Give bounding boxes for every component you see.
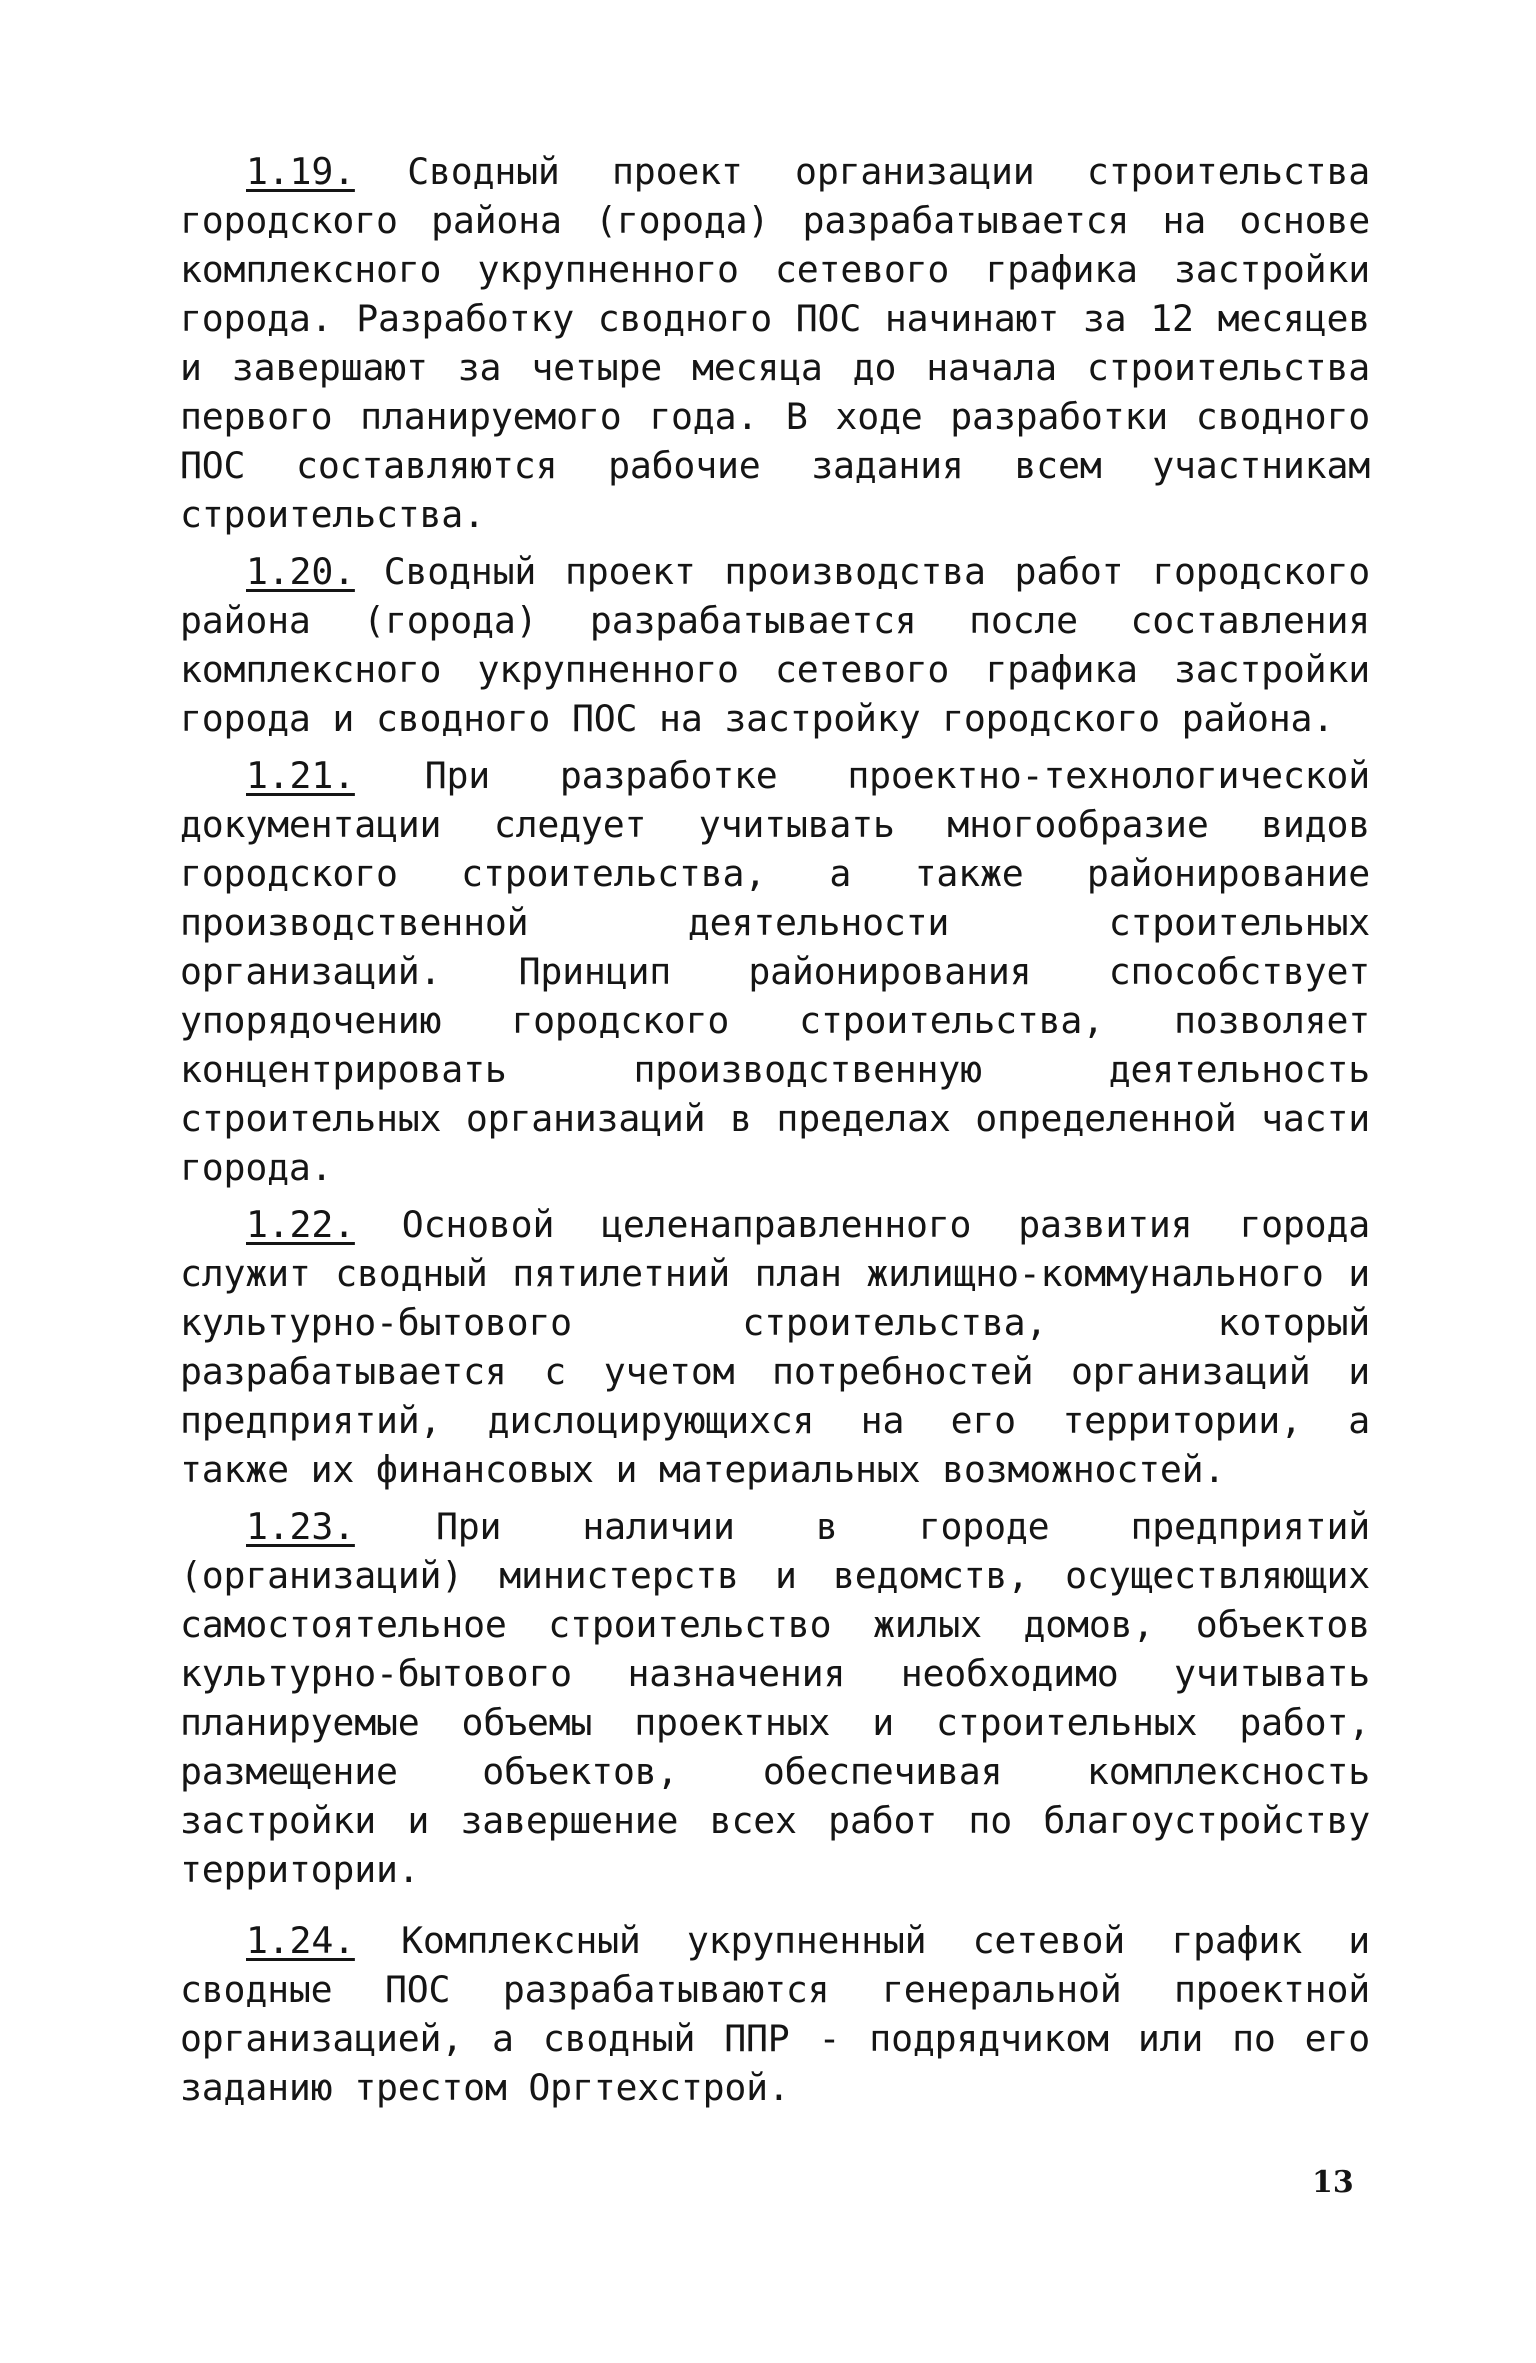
paragraph-text: При наличии в городе предприятий (организаций) министерств и ведомств, осуществляющих самостоятельное строительство жилых домов, объектов культурно-бытового назначения необходимо учитывать планируемые объемы проектных и строительных работ, размещение объектов, обеспечивая комплексность застройки и завершение всех работ по благоустройству территории. (180, 1505, 1371, 1891)
paragraph-text: Основой целенаправленного развития города служит сводный пятилетний план жилищно-коммунального и культурно-бытового строительства, который разрабатывается с учетом потребностей организаций и предприятий, дислоцирующихся на его территории, а также их финансовых и материальных возможностей. (180, 1203, 1370, 1491)
paragraph-1-19 (180, 147, 1370, 539)
paragraph-number: 1.19. (246, 150, 355, 193)
paragraph-text: Сводный проект организации строительства городского района (города) разрабатывается на основе комплексного укрупненного сетевого графика застройки города. Разработку сводного ПОС начинают за 12 месяцев и завершают за четыре месяца до начала строительства первого планируемого года. В ходе разработки сводного ПОС составляются рабочие задания всем участникам строительства. (180, 150, 1371, 536)
paragraph-1-24 (180, 1916, 1370, 2112)
paragraph-1-22 (180, 1200, 1370, 1494)
paragraph-number: 1.22. (246, 1203, 355, 1246)
paragraph-text: Сводный проект производства работ городского района (города) разрабатывается после составления комплексного укрупненного сетевого графика застройки города и сводного ПОС на застройку городского района. (180, 550, 1370, 740)
paragraph-1-23 (180, 1502, 1370, 1894)
paragraph-text: Комплексный укрупненный сетевой график и сводные ПОС разрабатываются генеральной проектной организацией, а сводный ППР - подрядчиком или по его заданию трестом Оргтехстрой. (180, 1919, 1370, 2109)
paragraph-number: 1.23. (246, 1505, 355, 1548)
paragraph-number: 1.21. (246, 754, 355, 797)
paragraph-number: 1.24. (246, 1919, 355, 1962)
paragraph-1-21 (180, 751, 1370, 1192)
paragraph-1-20 (180, 547, 1370, 743)
paragraph-number: 1.20. (246, 550, 355, 593)
body-text (180, 147, 1370, 2120)
paragraph-text: При разработке проектно-технологической документации следует учитывать многообразие видов городского строительства, а также районирование производственной деятельности строительных организаций. Принцип районирования способствует упорядочению городского строительства, позволяет концентрировать производственную деятельность строительных организаций в пределах определенной части города. (180, 754, 1370, 1189)
page-number: 13 (1312, 2165, 1354, 2200)
